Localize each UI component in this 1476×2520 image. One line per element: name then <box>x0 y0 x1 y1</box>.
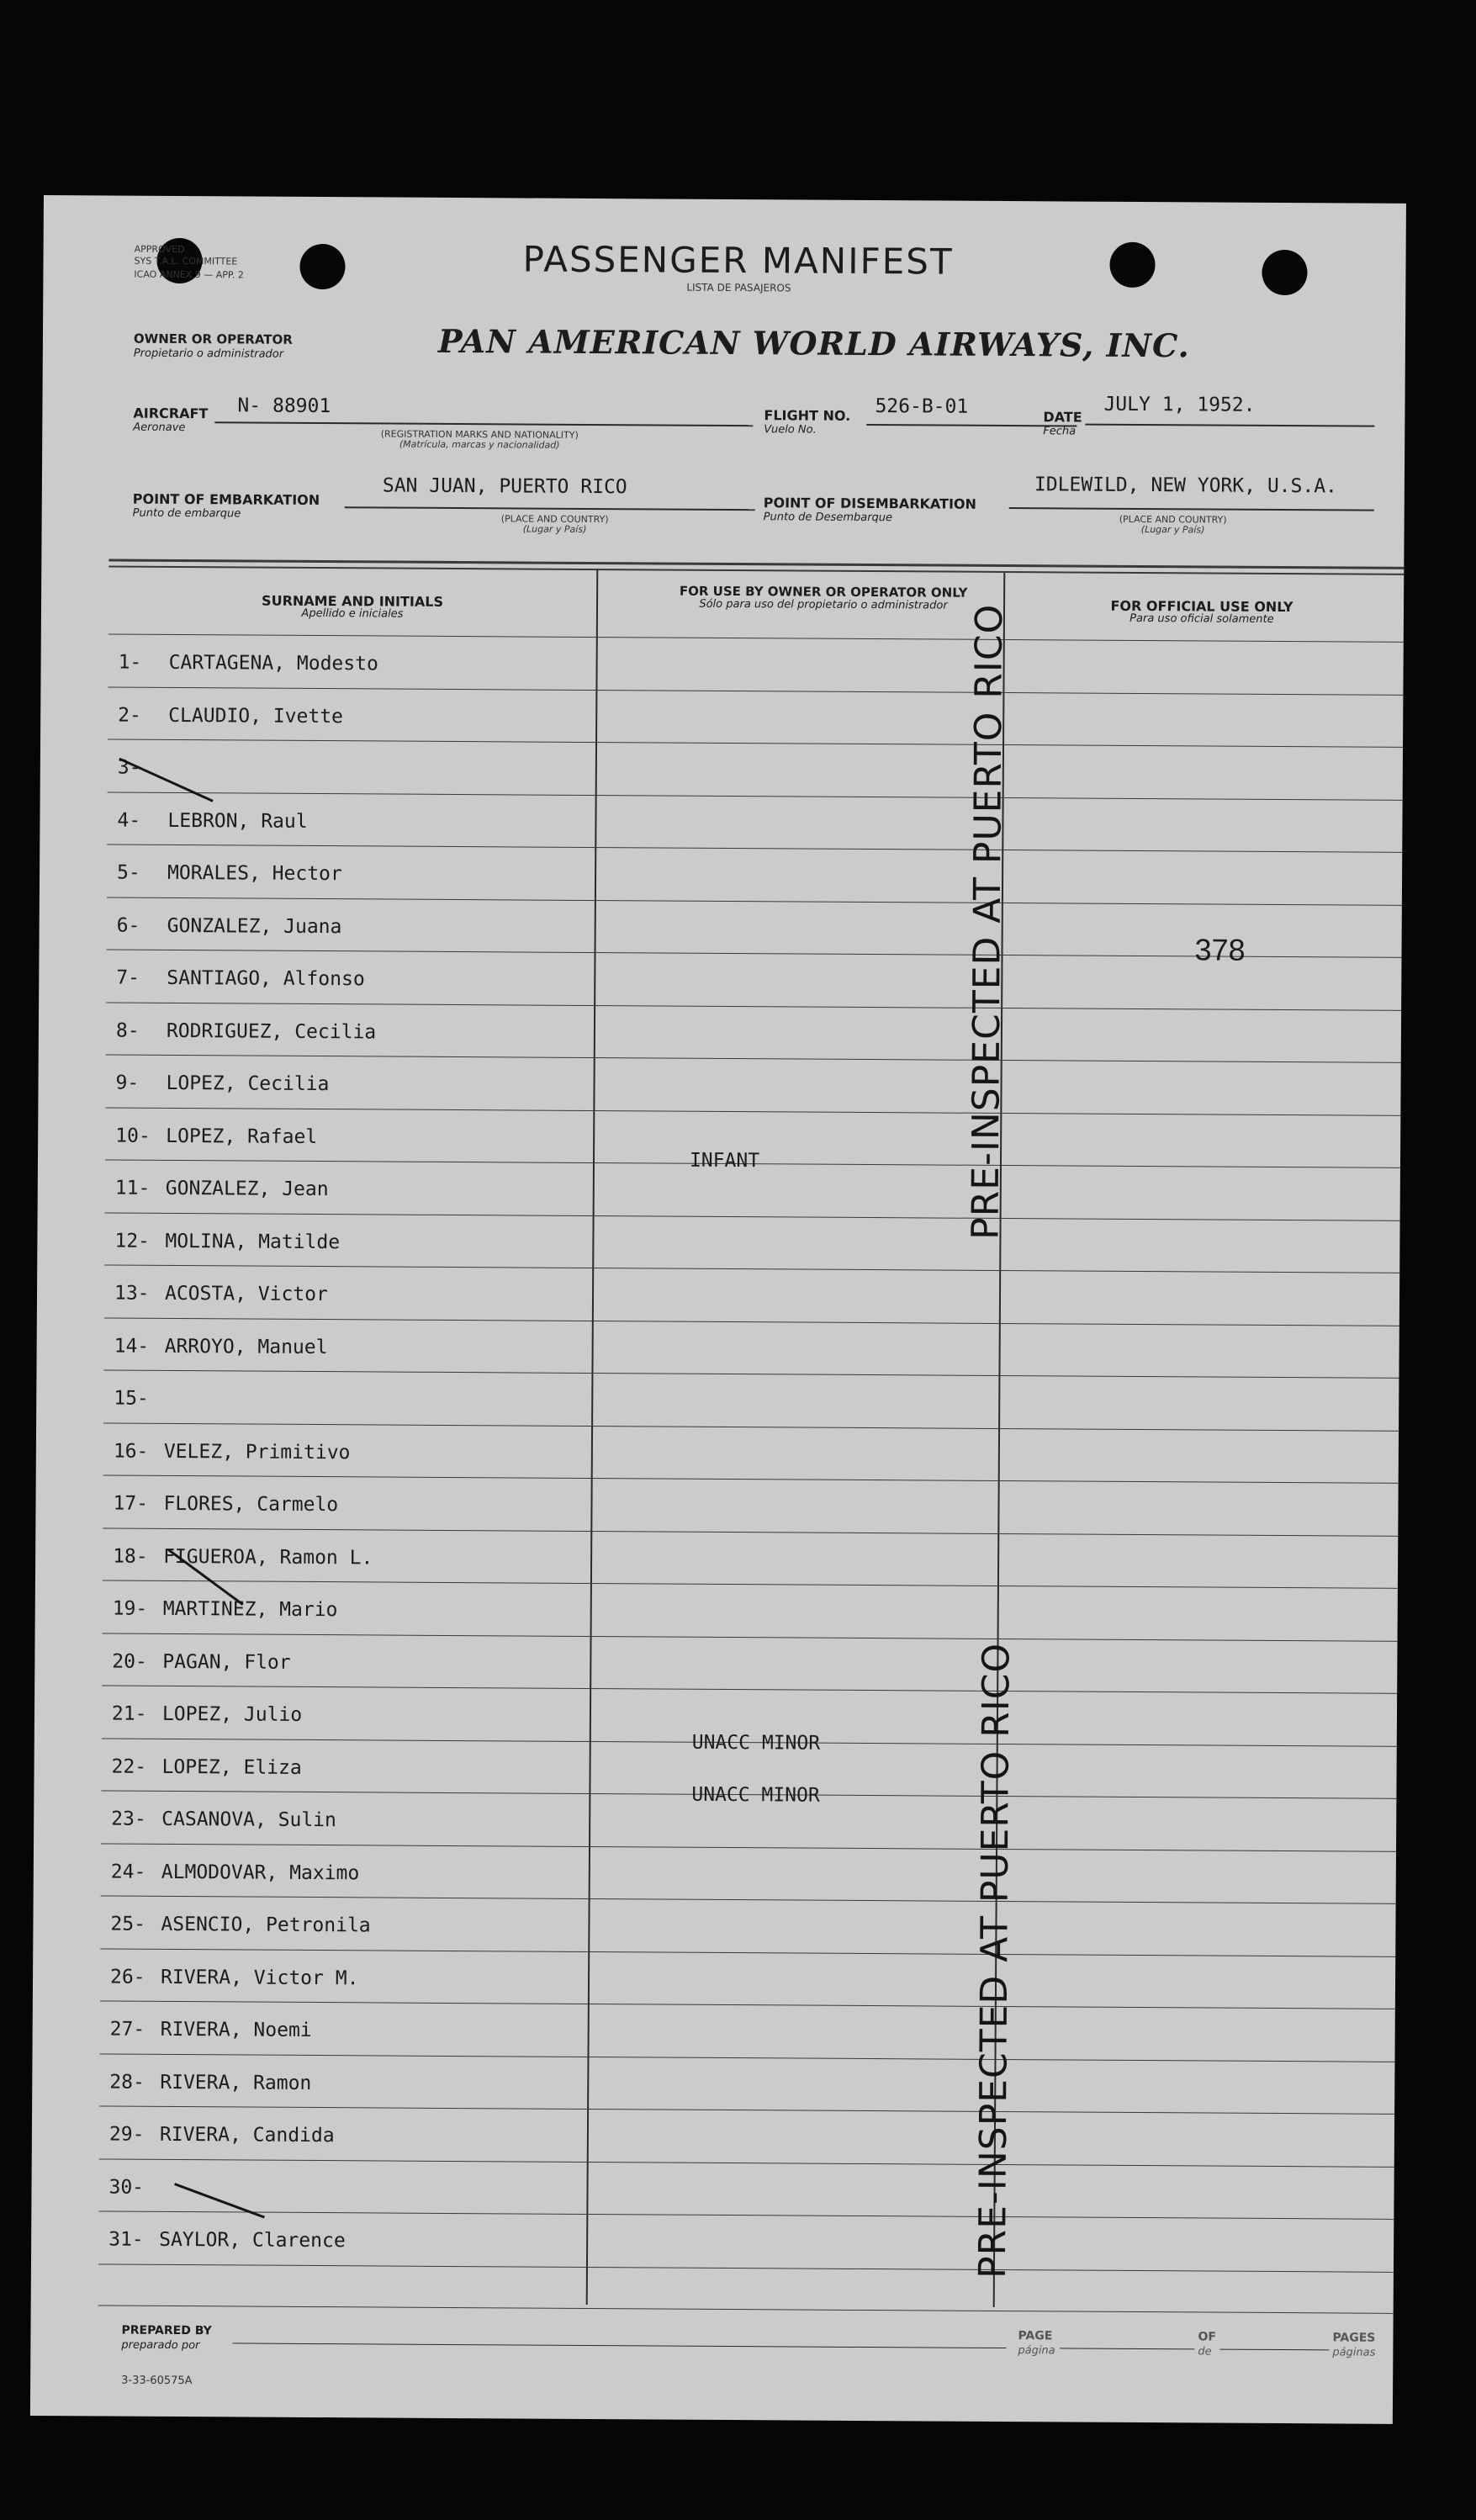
passenger-row <box>109 2057 311 2108</box>
date-line <box>1085 424 1374 427</box>
punch-hole <box>1262 250 1307 295</box>
passenger-number: 27- <box>109 2018 145 2041</box>
owner-label: OWNER OR OPERATOR Propietario o administrador <box>133 331 293 361</box>
passenger-row <box>114 1374 164 1424</box>
passenger-name: MARTINEZ, Mario <box>162 1597 338 1622</box>
approval-line: ICAO ANNEX 9 — APP. 2 <box>134 268 244 281</box>
passenger-number: 13- <box>114 1282 150 1305</box>
passenger-name: MORALES, Hector <box>167 861 342 886</box>
approval-line: APPROVED <box>134 243 185 256</box>
passenger-row <box>112 1689 303 1740</box>
passenger-number: 25- <box>110 1913 146 1935</box>
note-unacc-minor: UNACC MINOR <box>691 1731 821 1755</box>
passenger-number: 28- <box>109 2071 145 2094</box>
row-lines <box>44 195 1406 204</box>
passenger-row <box>114 1426 351 1478</box>
col-head-official: FOR OFFICIAL USE ONLY Para uso oficial solamente <box>1110 597 1293 626</box>
passenger-row <box>111 1846 360 1898</box>
page-subtitle: LISTA DE PASAJEROS <box>686 281 791 294</box>
aircraft-value: N- 88901 <box>237 394 331 418</box>
passenger-row <box>117 848 342 900</box>
passenger-row <box>118 690 343 742</box>
page-title: PASSENGER MANIFEST <box>522 238 954 283</box>
date-value: JULY 1, 1952. <box>1103 393 1256 416</box>
col-head-operator: FOR USE BY OWNER OR OPERATOR ONLY Sólo para uso del propietario o administrador <box>679 583 968 612</box>
passenger-name: RODRIGUEZ, Cecilia <box>166 1019 377 1043</box>
official-number: 378 <box>1194 932 1246 967</box>
passenger-number: 21- <box>111 1702 147 1725</box>
preinspection-stamp: PRE-INSPECTED AT PUERTO RICO <box>971 1642 1018 2279</box>
passenger-name: RIVERA, Candida <box>159 2123 335 2147</box>
passenger-number: 22- <box>111 1755 147 1778</box>
passenger-row <box>116 1005 377 1057</box>
passenger-row <box>117 795 308 846</box>
embarkation-caption: (PLACE AND COUNTRY) (Lugar y País) <box>500 513 609 535</box>
passenger-row <box>117 900 342 952</box>
of-line <box>1219 2349 1329 2351</box>
passenger-name: ALMODOVAR, Maximo <box>161 1861 360 1884</box>
passenger-row <box>109 2004 311 2056</box>
pages-label: PAGES páginas <box>1332 2331 1376 2359</box>
owner-value: PAN AMERICAN WORLD AIRWAYS, INC. <box>437 321 1190 365</box>
page-line <box>1060 2348 1194 2349</box>
passenger-name: SANTIAGO, Alfonso <box>167 966 365 991</box>
disembarkation-value: IDLEWILD, NEW YORK, U.S.A. <box>1034 474 1338 498</box>
column-divider <box>586 570 599 2305</box>
of-label: OF de <box>1198 2330 1216 2359</box>
passenger-number: 23- <box>111 1808 146 1830</box>
passenger-row <box>115 1163 329 1215</box>
passenger-name: PAGAN, Flor <box>162 1650 291 1674</box>
passenger-number: 4- <box>117 809 141 832</box>
passenger-name: MOLINA, Matilde <box>165 1230 341 1253</box>
disembarkation-caption: (PLACE AND COUNTRY) (Lugar y País) <box>1119 513 1227 536</box>
passenger-row <box>114 1321 327 1373</box>
passenger-row <box>109 2110 335 2162</box>
passenger-name: ACOSTA, Victor <box>164 1282 328 1306</box>
passenger-name: GONZALEZ, Juana <box>167 914 342 938</box>
passenger-number: 26- <box>109 1966 145 1988</box>
passenger-row <box>108 2162 159 2212</box>
passenger-name: FLORES, Carmelo <box>163 1492 339 1517</box>
passenger-number: 30- <box>108 2176 145 2199</box>
punch-hole <box>1109 242 1155 288</box>
passenger-number: 8- <box>115 1019 140 1042</box>
passenger-name: LEBRON, Raul <box>167 809 308 833</box>
passenger-number: 14- <box>114 1335 150 1358</box>
passenger-number: 3- <box>117 756 141 779</box>
passenger-number: 11- <box>114 1177 151 1199</box>
passenger-number: 17- <box>113 1492 149 1515</box>
passenger-number: 24- <box>110 1861 146 1883</box>
passenger-row <box>116 953 365 1005</box>
passenger-number: 2- <box>118 704 142 727</box>
aircraft-caption: (REGISTRATION MARKS AND NATIONALITY) (Matrícula, marcas y nacionalidad) <box>380 428 579 451</box>
flight-value: 526-B-01 <box>875 395 969 418</box>
passenger-number: 12- <box>114 1230 151 1252</box>
passenger-row <box>115 1058 329 1110</box>
passenger-row <box>113 1531 373 1583</box>
passenger-number: 5- <box>117 861 140 884</box>
aircraft-label: AIRCRAFT Aeronave <box>133 405 209 435</box>
embarkation-label: POINT OF EMBARKATION Punto de embarque <box>132 490 320 521</box>
passenger-number: 16- <box>113 1440 149 1463</box>
passenger-row <box>108 2215 346 2267</box>
disembarkation-line <box>1009 507 1374 511</box>
passenger-name: LOPEZ, Julio <box>161 1702 303 1726</box>
passenger-number: 20- <box>112 1650 147 1673</box>
col-head-surname: SURNAME AND INITIALS Apellido e iniciales <box>262 592 444 621</box>
passenger-number: 1- <box>118 651 142 674</box>
passenger-number: 15- <box>114 1387 149 1410</box>
punch-hole <box>299 244 345 289</box>
passenger-name: ARROYO, Manuel <box>164 1335 328 1358</box>
passenger-name: RIVERA, Ramon <box>160 2071 312 2094</box>
note-infant: INFANT <box>689 1149 760 1173</box>
embarkation-line <box>345 506 755 511</box>
passenger-name: RIVERA, Victor M. <box>160 1966 359 1989</box>
passenger-row <box>111 1741 302 1792</box>
passenger-row <box>118 638 378 690</box>
passenger-name: CASANOVA, Sulin <box>161 1808 337 1832</box>
preinspection-stamp: PRE-INSPECTED AT PUERTO RICO <box>964 603 1012 1241</box>
date-label: DATE Fecha <box>1043 409 1082 438</box>
passenger-name: SAYLOR, Clarence <box>159 2228 346 2253</box>
passenger-name: FIGUEROA, Ramon L. <box>163 1545 373 1569</box>
prepared-by-line <box>232 2343 1006 2348</box>
passenger-name: VELEZ, Primitivo <box>163 1440 351 1464</box>
passenger-name: LOPEZ, Eliza <box>161 1755 302 1779</box>
embarkation-value: SAN JUAN, PUERTO RICO <box>382 474 627 499</box>
passenger-number: 9- <box>115 1072 140 1094</box>
passenger-name: RIVERA, Noemi <box>160 2018 312 2041</box>
note-unacc-minor: UNACC MINOR <box>691 1783 820 1807</box>
passenger-name: LOPEZ, Cecilia <box>166 1072 330 1096</box>
manifest-sheet <box>30 195 1406 2424</box>
passenger-row <box>114 1268 328 1321</box>
passenger-row <box>114 1215 340 1268</box>
approval-line: SYS T.A.L. COMMITTEE <box>134 255 238 267</box>
strike-mark <box>174 2183 265 2218</box>
passenger-name: CARTAGENA, Modesto <box>168 651 378 675</box>
aircraft-line <box>214 421 753 426</box>
footer-rule <box>98 2305 1394 2313</box>
page-label: PAGE página <box>1018 2329 1055 2358</box>
passenger-row <box>110 1951 359 2004</box>
passenger-row <box>110 1899 371 1951</box>
passenger-name: ASENCIO, Petronila <box>161 1913 371 1937</box>
passenger-number: 7- <box>116 966 140 989</box>
passenger-number: 10- <box>115 1125 151 1147</box>
passenger-number: 29- <box>108 2123 145 2146</box>
flight-label: FLIGHT NO. Vuelo No. <box>764 407 851 437</box>
passenger-row <box>113 1479 338 1531</box>
form-code: 3-33-60575A <box>121 2374 193 2388</box>
passenger-number: 19- <box>112 1597 148 1620</box>
passenger-name: GONZALEZ, Jean <box>165 1177 329 1201</box>
disembarkation-label: POINT OF DISEMBARKATION Punto de Desembarque <box>763 495 977 525</box>
passenger-number: 6- <box>116 914 140 937</box>
passenger-row <box>111 1794 336 1846</box>
passenger-name: CLAUDIO, Ivette <box>168 704 344 728</box>
passenger-number: 31- <box>108 2228 144 2251</box>
passenger-row <box>112 1636 291 1687</box>
passenger-number: 18- <box>113 1545 148 1568</box>
prepared-by-label: PREPARED BY preparado por <box>121 2323 212 2353</box>
passenger-name: LOPEZ, Rafael <box>166 1125 318 1148</box>
passenger-row <box>115 1110 317 1162</box>
